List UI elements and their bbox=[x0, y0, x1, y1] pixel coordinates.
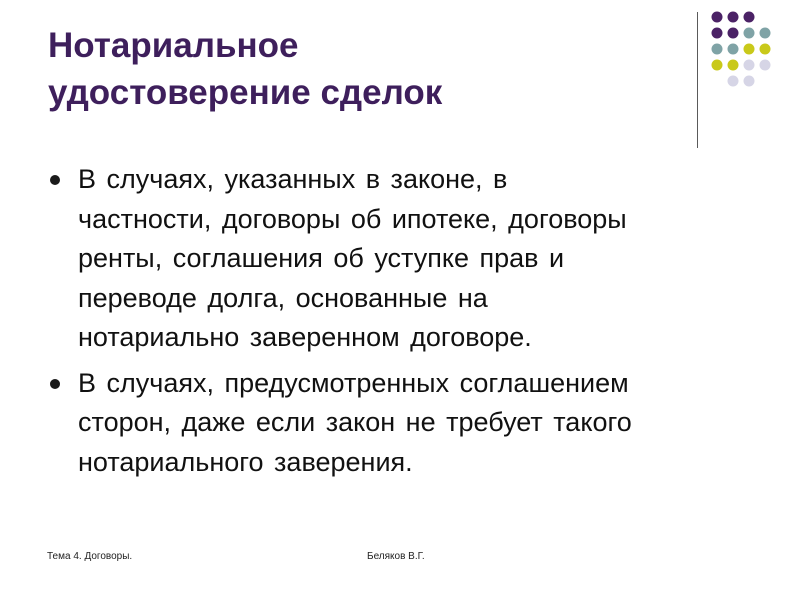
decorative-dot-purple bbox=[744, 12, 755, 23]
decorative-dot-purple bbox=[728, 28, 739, 39]
decorative-dot-purple bbox=[712, 12, 723, 23]
bullet-1-line-5: нотариально заверенном договоре. bbox=[78, 322, 532, 352]
bullet-1-line-3: ренты, соглашения об уступке прав и bbox=[78, 243, 565, 273]
title-divider-line bbox=[697, 12, 698, 148]
decorative-dot-purple bbox=[712, 28, 723, 39]
decorative-dot-olive bbox=[760, 44, 771, 55]
decorative-dot-teal bbox=[760, 28, 771, 39]
bullet-item-1 bbox=[46, 160, 766, 358]
bullet-1-line-1: В случаях, указанных в законе, в bbox=[78, 164, 508, 194]
footer-author: Беляков В.Г. bbox=[367, 551, 425, 562]
decorative-dot-teal bbox=[744, 28, 755, 39]
decorative-dot-lavender bbox=[728, 76, 739, 87]
slide-title-line-1: Нотариальное bbox=[48, 26, 299, 65]
decorative-dot-teal bbox=[728, 44, 739, 55]
bullet-2-line-3: нотариального заверения. bbox=[78, 446, 413, 477]
decorative-dot-lavender bbox=[760, 60, 771, 71]
decorative-dot-lavender bbox=[744, 60, 755, 71]
slide-title bbox=[48, 22, 648, 116]
slide-title-line-2: удостоверение сделок bbox=[48, 73, 443, 112]
footer-topic: Тема 4. Договоры. bbox=[47, 551, 133, 562]
bullet-item-2 bbox=[46, 364, 766, 483]
decorative-dot-teal bbox=[712, 44, 723, 55]
bullet-1-line-4: переводе долга, основанные на bbox=[78, 282, 488, 313]
bullet-2-line-1: В случаях, предусмотренных соглашением bbox=[78, 367, 629, 398]
bullet-1-line-2: частности, договоры об ипотеке, договоры bbox=[78, 203, 627, 234]
decorative-dot-purple bbox=[728, 12, 739, 23]
bullet-2-line-2: сторон, даже если закон не требует такого bbox=[78, 407, 632, 437]
decorative-dot-olive bbox=[728, 60, 739, 71]
decorative-dot-olive bbox=[712, 60, 723, 71]
decorative-dot-olive bbox=[744, 44, 755, 55]
decorative-dot-lavender bbox=[744, 76, 755, 87]
bullet-dot-icon bbox=[50, 379, 60, 389]
bullet-dot-icon bbox=[50, 175, 60, 185]
bullet-list bbox=[46, 160, 766, 488]
